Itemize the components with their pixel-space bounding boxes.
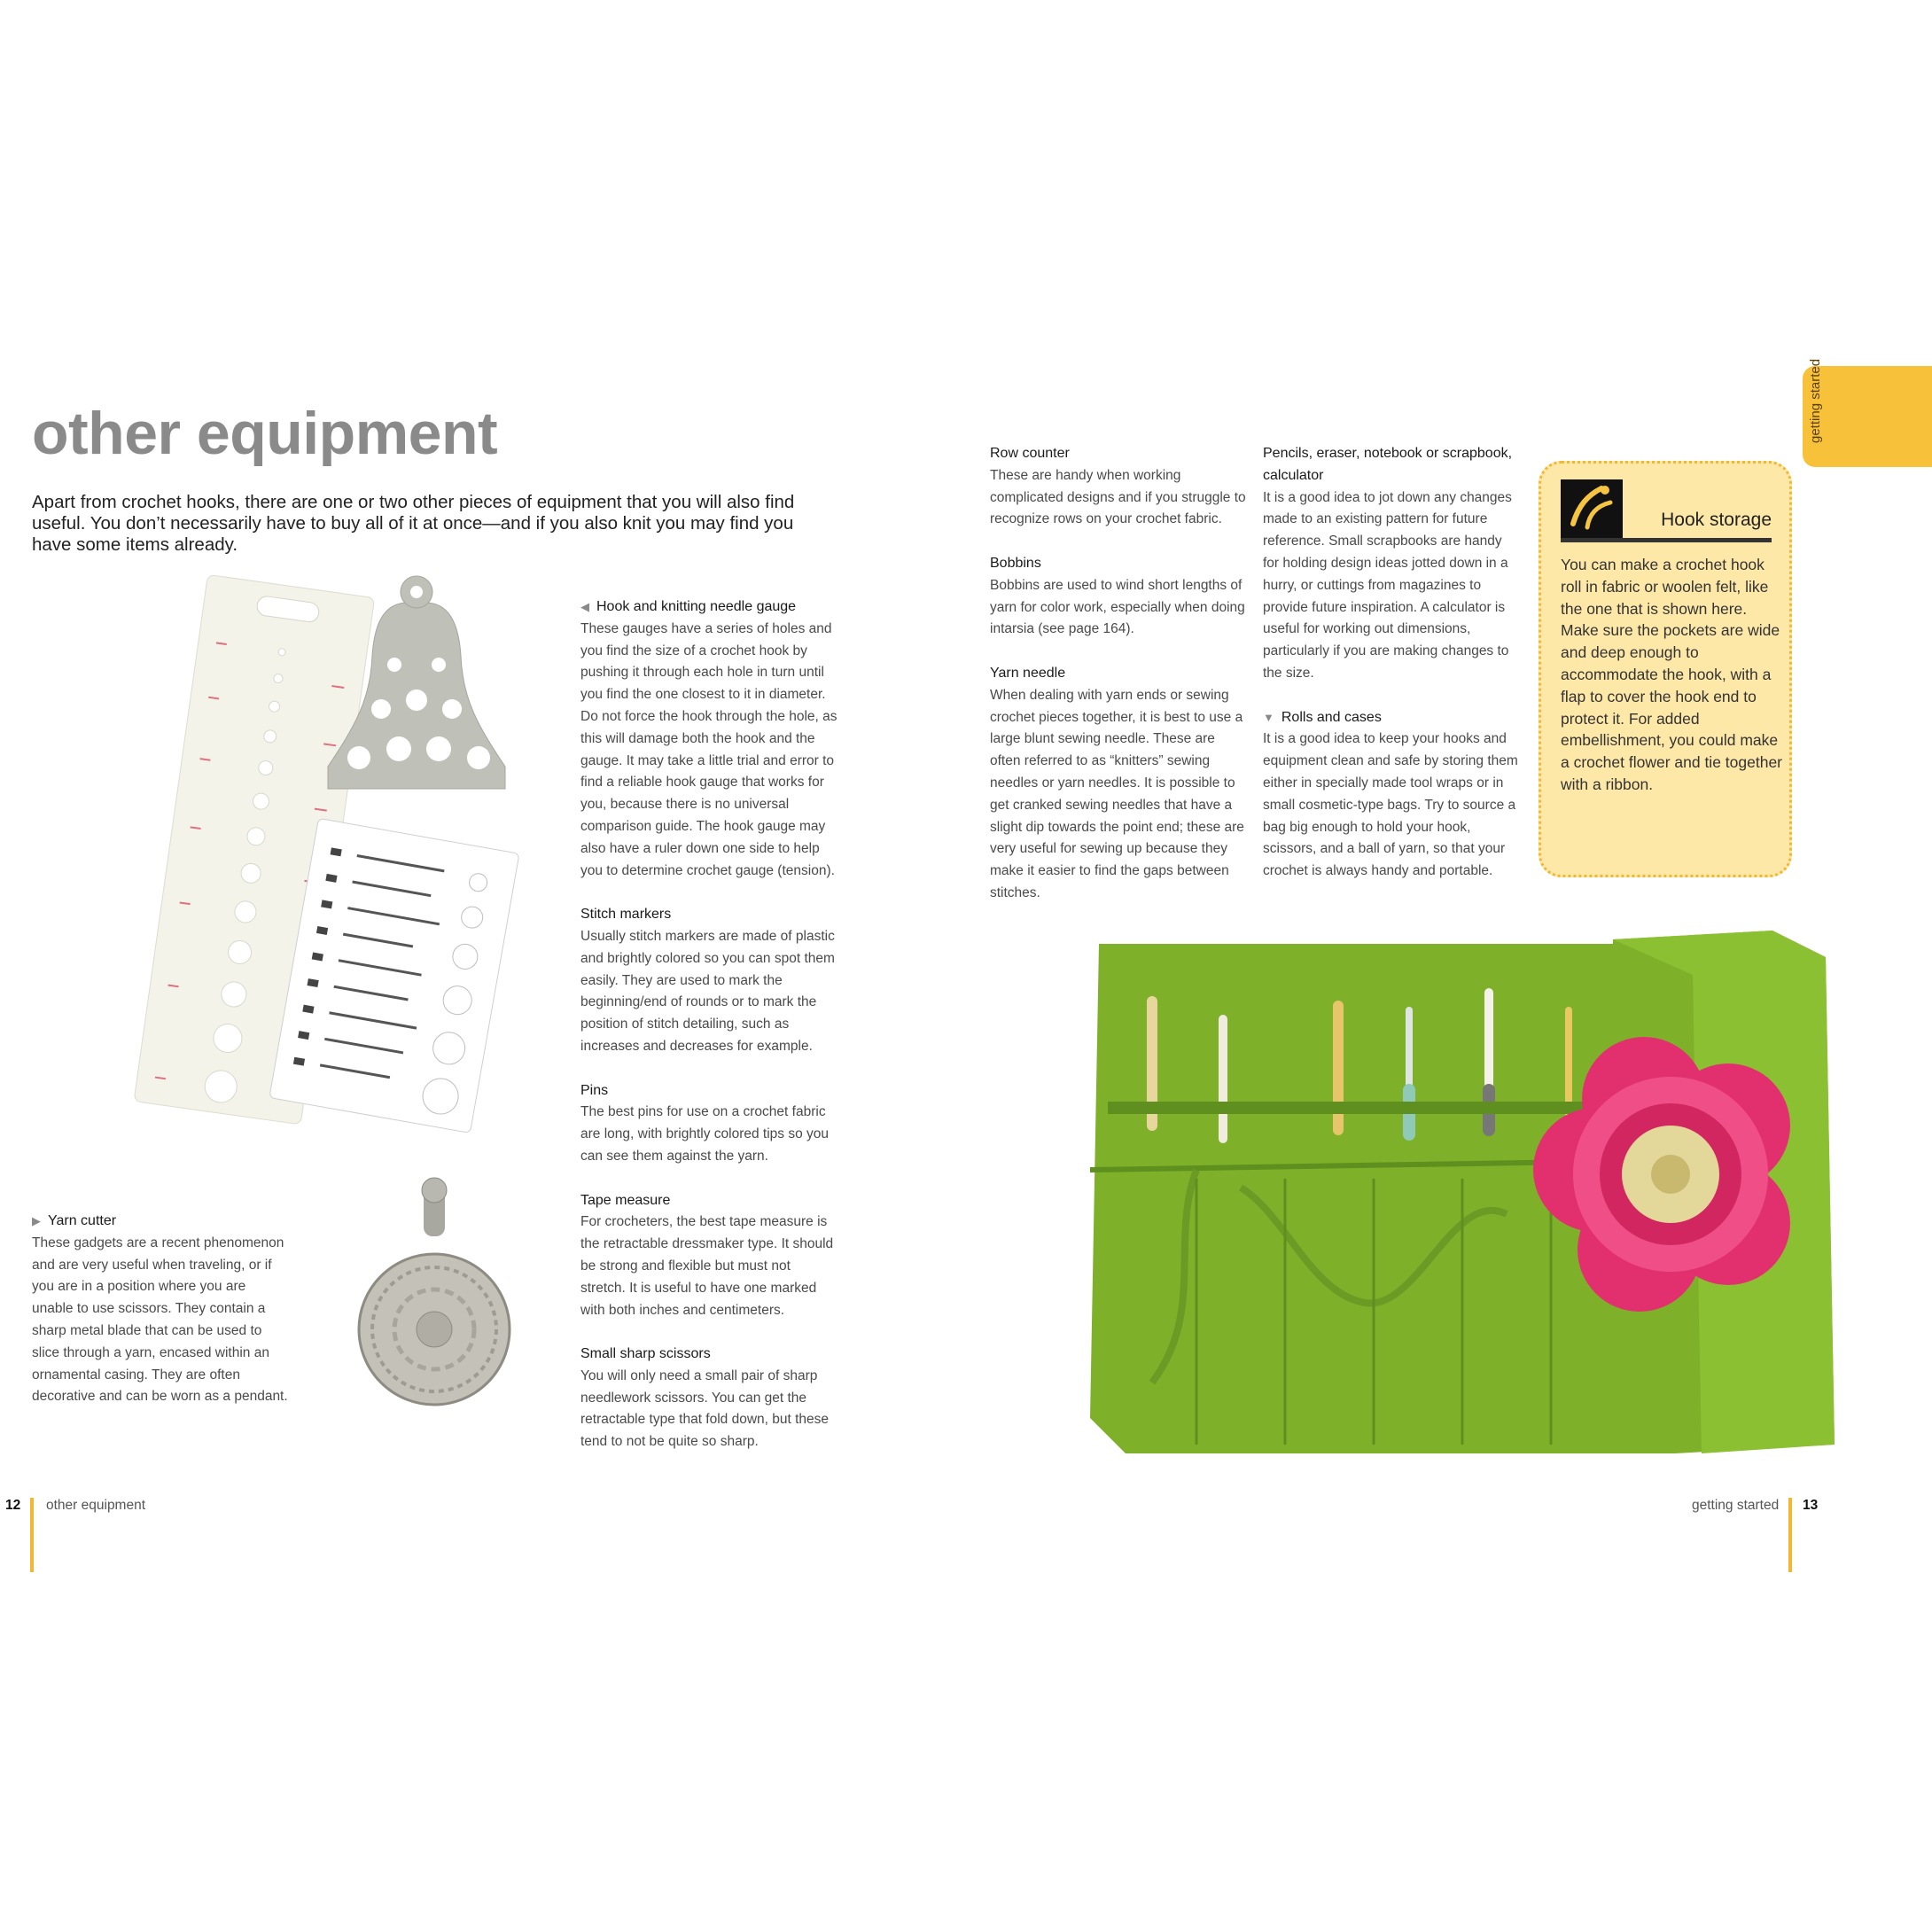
entry-heading: Yarn cutter xyxy=(48,1213,117,1228)
entry-rolls-cases xyxy=(1263,707,1520,883)
hook-storage-title: Hook storage xyxy=(1661,510,1772,530)
page-number-right: 13 xyxy=(1803,1498,1819,1513)
entry-stitch-markers xyxy=(580,904,837,1058)
entry-yarn-needle xyxy=(990,663,1247,905)
entry-text: Usually stitch markers are made of plastic and brightly colored so you can spot them easily. They are used to mark the beginning/end of rounds or to mark the position of stitch detailing, such as increases and decreases for example. xyxy=(580,928,835,1054)
entry-text: You will only need a small pair of sharp needlework scissors. You can get the retractable type that fold down, but these tend to not be quite so sharp. xyxy=(580,1367,830,1450)
hook-storage-header xyxy=(1561,479,1772,542)
triangle-left-icon: ◀ xyxy=(580,600,589,613)
entry-text: These gauges have a series of holes and you find the size of a crochet hook by pushing it through each hole in turn until you find the one closest to it in diameter. Do not force the hook through the hole, as this will damage both the hook and the gauge. It may take a little trial and error to find a reliable hook gauge that works for you, because there is no universal comparison guide. The hook gauge may also have a ruler down one side to help you to determine crochet gauge (tension). xyxy=(580,620,837,878)
entry-yarn-cutter xyxy=(32,1211,291,1408)
entry-row-counter xyxy=(990,443,1247,531)
entry-pencils xyxy=(1263,443,1520,685)
entry-text: These are handy when working complicated designs and if you struggle to recognize rows on your crochet fabric. xyxy=(990,467,1246,527)
entry-heading: Row counter xyxy=(990,446,1070,461)
entry-heading: Tape measure xyxy=(580,1192,671,1208)
entry-heading: Bobbins xyxy=(990,555,1041,571)
footer-rule-right xyxy=(1788,1498,1792,1572)
triangle-right-icon: ▶ xyxy=(32,1214,41,1227)
entry-hook-gauge xyxy=(580,596,837,882)
entry-text: For crocheters, the best tape measure is the retractable dressmaker type. It should be strong and flexible but must not stretch. It is useful to have one marked with both inches and centimeters. xyxy=(580,1214,834,1318)
footer-rule-left xyxy=(30,1498,34,1572)
entry-heading: Rolls and cases xyxy=(1281,709,1382,725)
hook-storage-text: You can make a crochet hook roll in fabric or woolen felt, like the one that is shown here. Make sure the pockets are wide and deep enough to accommodate the hook, with a flap to cover the hook end to protect it. For added embellishment, you could make a crochet flower and tie together with a ribbon. xyxy=(1561,556,1783,793)
triangle-down-icon: ▼ xyxy=(1263,710,1274,724)
page-title: other equipment xyxy=(32,400,498,467)
entry-heading: Hook and knitting needle gauge xyxy=(596,599,797,614)
intro-paragraph: Apart from crochet hooks, there are one or two other pieces of equipment that you will also find useful. You don’t necessarily have to buy all of it at once—and if you also knit you may find you have some items already. xyxy=(32,492,795,555)
crochet-hook-logo-icon xyxy=(1561,479,1623,538)
yarn-cutter-image xyxy=(354,1174,514,1422)
section-tab-label: getting started xyxy=(1808,358,1823,443)
entry-heading: Yarn needle xyxy=(990,665,1066,681)
entry-text: These gadgets are a recent phenomenon and are very useful when traveling, or if you are in a position where you are unable to use scissors. They contain a sharp metal blade that can be used to slice through a yarn, encased within an ornamental casing. They are often decorative and can be worn as a pendant. xyxy=(32,1235,288,1405)
column-row-counter xyxy=(990,443,1247,927)
entry-bobbins xyxy=(990,553,1247,641)
entry-heading: Pencils, eraser, notebook or scrapbook, calculator xyxy=(1263,446,1513,483)
entry-tape-measure xyxy=(580,1190,837,1322)
page-number-left: 12 xyxy=(5,1498,21,1513)
entry-text: When dealing with yarn ends or sewing crochet pieces together, it is best to use a large blunt sewing needle. These are often referred to as “knitters” sewing needles or yarn needles. It is possible to get cranked sewing needles that have a slight dip towards the point end; these are very useful for sewing up because they make it easier to find the gaps between stitches. xyxy=(990,687,1244,900)
hook-storage-box xyxy=(1539,461,1792,877)
hook-roll-image xyxy=(993,922,1835,1453)
entry-pins xyxy=(580,1080,837,1168)
footer-section-left: other equipment xyxy=(46,1498,146,1513)
column-hook-gauge xyxy=(580,596,837,1476)
entry-text: It is a good idea to keep your hooks and equipment clean and safe by storing them either in specially made tool wraps or in small cosmetic-type bags. Try to source a bag big enough to hold your hook, scissors, and a ball of yarn, so that your crochet is always handy and portable. xyxy=(1263,731,1518,879)
entry-text: Bobbins are used to wind short lengths of yarn for color work, especially when doing intarsia (see page 164). xyxy=(990,577,1245,637)
column-pencils xyxy=(1263,443,1520,905)
entry-scissors xyxy=(580,1344,837,1453)
entry-text: The best pins for use on a crochet fabric are long, with brightly colored tips so you can see them against the yarn. xyxy=(580,1104,830,1164)
footer-section-right: getting started xyxy=(1692,1498,1780,1513)
entry-heading: Small sharp scissors xyxy=(580,1346,711,1362)
entry-heading: Pins xyxy=(580,1082,609,1098)
entry-text: It is a good idea to jot down any changes made to an existing pattern for future reference. Small scrapbooks are handy for holding design ideas jotted down in a hurry, or cuttings from magazines to provide future inspiration. A calculator is useful for working out dimensions, particularly if you are making changes to the size. xyxy=(1263,489,1512,681)
entry-heading: Stitch markers xyxy=(580,907,672,923)
gauge-image xyxy=(89,567,549,1152)
